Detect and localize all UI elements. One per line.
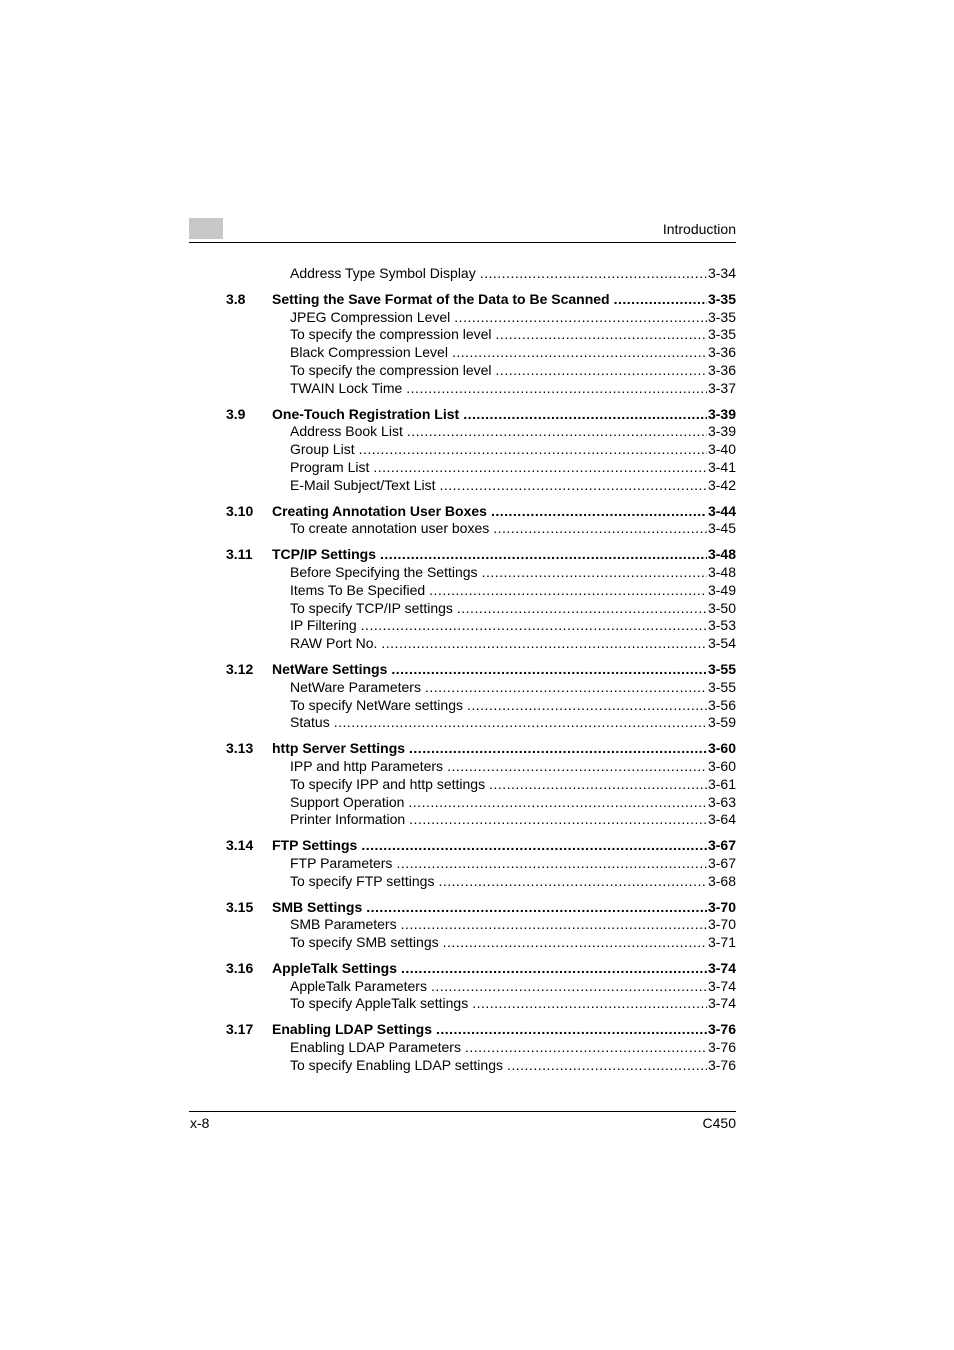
toc-page-number: 3-70	[707, 916, 736, 933]
toc-page-number: 3-61	[707, 775, 736, 792]
toc-entry-title: Creating Annotation User Boxes	[272, 502, 487, 519]
toc-section-row[interactable]	[226, 899, 736, 917]
toc-entry-title: NetWare Settings	[272, 660, 388, 677]
toc-entry-title: Printer Information	[290, 811, 406, 828]
toc-entry	[290, 934, 736, 952]
toc-dot-leader	[480, 265, 707, 283]
toc-entry	[290, 265, 736, 283]
toc-page-number: 3-60	[707, 740, 736, 757]
toc-entry	[290, 1039, 736, 1057]
toc-page-number: 3-68	[707, 872, 736, 889]
toc-entry	[290, 916, 736, 934]
toc-section-row[interactable]	[226, 1021, 736, 1039]
toc-page-number: 3-49	[707, 581, 736, 598]
toc-section-number: 3.10	[226, 502, 254, 519]
toc-entry-row[interactable]	[226, 934, 736, 952]
toc-entry-row[interactable]	[226, 459, 736, 477]
toc-entry	[272, 1021, 736, 1039]
toc-dot-leader	[391, 661, 707, 679]
toc-page-number: 3-48	[707, 546, 736, 563]
toc-entry-row[interactable]	[226, 477, 736, 495]
toc-section-row[interactable]	[226, 837, 736, 855]
toc-dot-leader	[431, 978, 707, 996]
toc-entry-row[interactable]	[226, 776, 736, 794]
toc-entry-row[interactable]	[226, 344, 736, 362]
toc-entry	[272, 661, 736, 679]
toc-entry-title: SMB Parameters	[290, 916, 397, 933]
toc-entry	[290, 617, 736, 635]
toc-entry-title: SMB Settings	[272, 898, 363, 915]
toc-entry-row[interactable]	[226, 582, 736, 600]
toc-entry-row[interactable]	[226, 265, 736, 283]
toc-entry-row[interactable]	[226, 679, 736, 697]
toc-dot-leader	[409, 740, 707, 758]
toc-entry	[290, 697, 736, 715]
toc-dot-leader	[463, 406, 707, 424]
toc-section-number: 3.17	[226, 1021, 254, 1038]
toc-dot-leader	[425, 679, 707, 697]
toc-page-number: 3-36	[707, 344, 736, 361]
toc-page-number: 3-35	[707, 326, 736, 343]
toc-section-row[interactable]	[226, 503, 736, 521]
table-of-contents	[226, 265, 736, 1075]
toc-dot-leader	[429, 582, 707, 600]
toc-entry-title: To specify AppleTalk settings	[290, 995, 469, 1012]
toc-entry-row[interactable]	[226, 617, 736, 635]
toc-page-number: 3-50	[707, 599, 736, 616]
toc-entry	[290, 441, 736, 459]
toc-entry-row[interactable]	[226, 794, 736, 812]
toc-entry	[290, 520, 736, 538]
toc-dot-leader	[361, 837, 707, 855]
toc-entry-row[interactable]	[226, 520, 736, 538]
toc-entry-title: Group List	[290, 441, 355, 458]
toc-dot-leader	[452, 344, 707, 362]
toc-entry-row[interactable]	[226, 362, 736, 380]
toc-dot-leader	[438, 873, 707, 891]
toc-page-number: 3-76	[707, 1021, 736, 1038]
toc-entry-row[interactable]	[226, 1057, 736, 1075]
toc-entry-title: Address Type Symbol Display	[290, 265, 476, 281]
footer-rule	[189, 1111, 736, 1112]
toc-entry	[290, 600, 736, 618]
toc-section-number: 3.9	[226, 405, 246, 422]
toc-entry	[290, 326, 736, 344]
toc-entry-row[interactable]	[226, 380, 736, 398]
toc-dot-leader	[457, 600, 707, 618]
toc-entry-title: Enabling LDAP Settings	[272, 1021, 432, 1038]
toc-entry-row[interactable]	[226, 873, 736, 891]
toc-page-number: 3-76	[707, 1056, 736, 1073]
toc-entry	[290, 362, 736, 380]
toc-entry	[290, 564, 736, 582]
toc-section-number: 3.12	[226, 660, 254, 677]
toc-dot-leader	[443, 934, 707, 952]
toc-entry-title: Program List	[290, 458, 370, 475]
toc-entry	[290, 582, 736, 600]
toc-entry	[290, 978, 736, 996]
toc-entry	[290, 758, 736, 776]
running-header-title: Introduction	[662, 221, 736, 237]
toc-section-row[interactable]	[226, 740, 736, 758]
toc-entry	[290, 380, 736, 398]
toc-section-number: 3.16	[226, 959, 254, 976]
toc-entry	[290, 811, 736, 829]
toc-entry-title: RAW Port No.	[290, 635, 378, 652]
toc-entry	[272, 291, 736, 309]
toc-entry-title: Support Operation	[290, 793, 405, 810]
footer-page-number: x-8	[190, 1115, 210, 1131]
toc-entry	[290, 423, 736, 441]
toc-page-number: 3-63	[707, 793, 736, 810]
toc-page-number: 3-35	[707, 290, 736, 307]
toc-dot-leader	[401, 960, 707, 978]
toc-page-number: 3-45	[707, 520, 736, 537]
toc-dot-leader	[409, 811, 707, 829]
toc-page-number: 3-35	[707, 308, 736, 325]
toc-entry	[290, 635, 736, 653]
toc-page-number: 3-74	[707, 959, 736, 976]
toc-page-number: 3-39	[707, 405, 736, 422]
toc-entry-title: To specify FTP settings	[290, 872, 435, 889]
toc-dot-leader	[467, 697, 707, 715]
toc-entry	[290, 459, 736, 477]
toc-entry	[272, 546, 736, 564]
toc-entry	[290, 309, 736, 327]
toc-dot-leader	[489, 776, 707, 794]
toc-entry	[290, 776, 736, 794]
toc-dot-leader	[359, 441, 707, 459]
toc-entry-title: TWAIN Lock Time	[290, 379, 403, 396]
toc-section-number: 3.8	[226, 290, 246, 307]
toc-entry-row[interactable]	[226, 811, 736, 829]
toc-entry	[290, 477, 736, 495]
toc-page-number: 3-53	[707, 617, 736, 634]
toc-entry-title: Black Compression Level	[290, 344, 448, 361]
toc-entry	[290, 1057, 736, 1075]
toc-page-number: 3-70	[707, 898, 736, 915]
toc-dot-leader	[496, 326, 707, 344]
toc-entry-row[interactable]	[226, 995, 736, 1013]
toc-entry-row[interactable]	[226, 855, 736, 873]
toc-entry-title: Items To Be Specified	[290, 581, 426, 598]
toc-page-number: 3-60	[707, 757, 736, 774]
toc-entry	[272, 960, 736, 978]
toc-dot-leader	[408, 794, 707, 812]
toc-entry-row[interactable]	[226, 309, 736, 327]
toc-entry-title: AppleTalk Parameters	[290, 977, 427, 994]
toc-page-number: 3-55	[707, 660, 736, 677]
toc-entry-title: To specify Enabling LDAP settings	[290, 1056, 503, 1073]
toc-entry	[290, 679, 736, 697]
toc-page-number: 3-36	[707, 361, 736, 378]
toc-dot-leader	[361, 617, 707, 635]
toc-entry-row[interactable]	[226, 635, 736, 653]
toc-page-number: 3-67	[707, 837, 736, 854]
toc-entry-row[interactable]	[226, 423, 736, 441]
toc-dot-leader	[454, 309, 707, 327]
toc-entry	[290, 873, 736, 891]
toc-page-number: 3-64	[707, 811, 736, 828]
toc-entry	[272, 503, 736, 521]
toc-entry-title: Setting the Save Format of the Data to Be Scanned	[272, 290, 610, 307]
toc-page-number: 3-71	[707, 934, 736, 951]
toc-dot-leader	[436, 1021, 707, 1039]
toc-entry-title: E-Mail Subject/Text List	[290, 476, 436, 493]
toc-page-number: 3-67	[707, 854, 736, 871]
toc-entry-row[interactable]	[226, 714, 736, 732]
toc-page-number: 3-76	[707, 1039, 736, 1056]
toc-dot-leader	[380, 546, 707, 564]
toc-entry-row[interactable]	[226, 1039, 736, 1057]
toc-entry	[290, 344, 736, 362]
toc-entry-title: http Server Settings	[272, 740, 406, 757]
toc-page-number: 3-37	[707, 379, 736, 396]
toc-section-number: 3.14	[226, 837, 254, 854]
toc-dot-leader	[334, 714, 707, 732]
toc-dot-leader	[406, 380, 707, 398]
toc-entry-row[interactable]	[226, 758, 736, 776]
toc-entry-title: Enabling LDAP Parameters	[290, 1039, 461, 1056]
toc-section-row[interactable]	[226, 546, 736, 564]
toc-entry	[272, 406, 736, 424]
toc-entry-title: To specify NetWare settings	[290, 696, 463, 713]
toc-page-number: 3-56	[707, 696, 736, 713]
toc-entry-title: One-Touch Registration List	[272, 405, 460, 422]
toc-dot-leader	[447, 758, 707, 776]
toc-section-number: 3.13	[226, 740, 254, 757]
toc-entry	[272, 837, 736, 855]
toc-entry	[272, 740, 736, 758]
toc-entry-title: Status	[290, 714, 330, 731]
toc-dot-leader	[373, 459, 707, 477]
toc-page-number: 3-40	[707, 441, 736, 458]
toc-dot-leader	[491, 503, 707, 521]
toc-page-number: 3-34	[707, 265, 736, 281]
toc-entry-title: To specify IPP and http settings	[290, 775, 486, 792]
toc-entry-row[interactable]	[226, 978, 736, 996]
toc-entry-title: TCP/IP Settings	[272, 546, 376, 563]
toc-section-row[interactable]	[226, 960, 736, 978]
toc-entry	[290, 855, 736, 873]
toc-dot-leader	[507, 1057, 707, 1075]
toc-page-number: 3-74	[707, 977, 736, 994]
toc-entry-row[interactable]	[226, 697, 736, 715]
toc-page-number: 3-39	[707, 423, 736, 440]
toc-entry-title: To create annotation user boxes	[290, 520, 490, 537]
toc-entry-title: To specify the compression level	[290, 326, 492, 343]
toc-dot-leader	[614, 291, 707, 309]
toc-entry	[290, 714, 736, 732]
footer-model-name: C450	[702, 1115, 736, 1131]
toc-entry-row[interactable]	[226, 564, 736, 582]
toc-dot-leader	[496, 362, 707, 380]
toc-section-row[interactable]	[226, 661, 736, 679]
toc-entry-title: IP Filtering	[290, 617, 357, 634]
toc-page-number: 3-54	[707, 635, 736, 652]
toc-dot-leader	[440, 477, 707, 495]
toc-entry-row[interactable]	[226, 441, 736, 459]
toc-section-number: 3.11	[226, 546, 253, 563]
toc-page-number: 3-74	[707, 995, 736, 1012]
toc-entry-title: AppleTalk Settings	[272, 959, 397, 976]
toc-page-number: 3-44	[707, 502, 736, 519]
toc-entry	[272, 899, 736, 917]
toc-entry-title: To specify the compression level	[290, 361, 492, 378]
toc-dot-leader	[401, 916, 707, 934]
toc-page-number: 3-42	[707, 476, 736, 493]
toc-section-row[interactable]	[226, 406, 736, 424]
toc-dot-leader	[472, 995, 707, 1013]
toc-entry-title: IPP and http Parameters	[290, 757, 444, 774]
toc-dot-leader	[493, 520, 707, 538]
toc-entry-title: FTP Parameters	[290, 854, 393, 871]
toc-entry	[290, 794, 736, 812]
toc-page-number: 3-48	[707, 563, 736, 580]
toc-entry-title: To specify SMB settings	[290, 934, 439, 951]
toc-section-number: 3.15	[226, 898, 254, 915]
toc-dot-leader	[407, 423, 707, 441]
toc-dot-leader	[465, 1039, 707, 1057]
toc-entry-title: Address Book List	[290, 423, 403, 440]
toc-entry-title: JPEG Compression Level	[290, 308, 451, 325]
toc-entry-title: NetWare Parameters	[290, 678, 421, 695]
toc-section-row[interactable]	[226, 291, 736, 309]
toc-entry-title: To specify TCP/IP settings	[290, 599, 453, 616]
toc-entry-row[interactable]	[226, 916, 736, 934]
header-rule	[189, 242, 736, 243]
toc-page-number: 3-55	[707, 678, 736, 695]
toc-entry-row[interactable]	[226, 326, 736, 344]
toc-entry-title: Before Specifying the Settings	[290, 563, 478, 580]
chapter-tab-marker	[189, 218, 223, 239]
toc-page-number: 3-41	[707, 458, 736, 475]
toc-entry	[290, 995, 736, 1013]
toc-dot-leader	[366, 899, 707, 917]
toc-entry-row[interactable]	[226, 600, 736, 618]
toc-dot-leader	[381, 635, 707, 653]
toc-page-number: 3-59	[707, 714, 736, 731]
toc-entry-title: FTP Settings	[272, 837, 358, 854]
toc-dot-leader	[482, 564, 707, 582]
toc-dot-leader	[396, 855, 707, 873]
